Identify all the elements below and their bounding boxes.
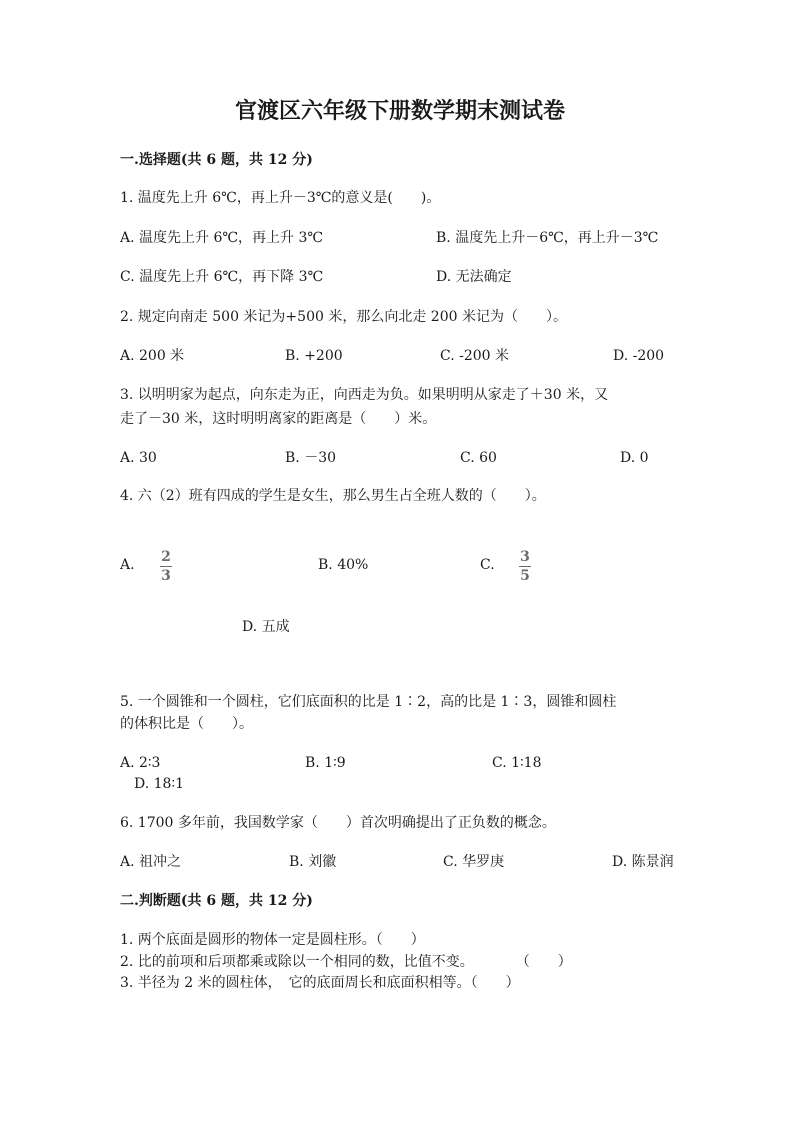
question-4-option-c-fraction xyxy=(519,550,531,583)
question-3-option-d: D. 0 xyxy=(620,450,649,466)
judgment-item-2: 2. 比的前项和后项都乘或除以一个相同的数，比值不变。 （ ） xyxy=(120,954,572,970)
question-3-stem-line-2: 走了－30 米，这时明明离家的距离是（ ）米。 xyxy=(120,411,437,427)
question-2-option-a: A. 200 米 xyxy=(120,348,185,364)
question-6-option-c: C. 华罗庚 xyxy=(443,854,505,870)
question-4-option-d: D. 五成 xyxy=(242,619,290,635)
question-2-stem-text: 2. 规定向南走 500 米记为+500 米，那么向北走 200 米记为（ ）。 xyxy=(120,309,567,325)
question-5-option-b: B. 1∶9 xyxy=(305,755,346,771)
page-title: 官渡区六年级下册数学期末测试卷 xyxy=(234,98,565,124)
judgment-item-3: 3. 半径为 2 米的圆柱体， 它的底面周长和底面积相等。（ ） xyxy=(120,975,520,991)
question-2-option-b: B. +200 xyxy=(285,348,343,364)
fraction-bar xyxy=(519,566,531,567)
question-1-stem: 1. 温度先上升 6℃，再上升－3℃的意义是( )。 xyxy=(120,190,441,206)
question-1-option-c: C. 温度先上升 6℃，再下降 3℃ xyxy=(120,269,324,285)
fraction-numerator: 3 xyxy=(520,549,530,565)
question-4-stem: 4. 六（2）班有四成的学生是女生，那么男生占全班人数的（ ）。 xyxy=(120,488,546,504)
question-1-option-b: B. 温度先上升－6℃，再上升－3℃ xyxy=(436,230,659,246)
question-5-option-d: D. 18∶1 xyxy=(134,776,184,792)
question-5-stem-line-1: 5. 一个圆锥和一个圆柱，它们底面积的比是 1∶2，高的比是 1∶3，圆锥和圆柱 xyxy=(120,694,617,710)
section-1-heading: 一.选择题(共 6 题，共 12 分) xyxy=(120,152,313,168)
question-3-option-b: B. －30 xyxy=(285,450,337,466)
fraction-bar xyxy=(160,566,172,567)
question-3-stem-line-1: 3. 以明明家为起点，向东走为正，向西走为负。如果明明从家走了＋30 米，又 xyxy=(120,387,609,403)
question-2-option-c: C. -200 米 xyxy=(440,348,510,364)
fraction-numerator: 2 xyxy=(161,549,171,565)
judgment-item-1: 1. 两个底面是圆形的物体一定是圆柱形。（ ） xyxy=(120,932,425,948)
question-4-option-a-label: A. xyxy=(120,557,135,573)
question-3-option-a: A. 30 xyxy=(120,450,157,466)
question-5-stem-line-2: 的体积比是（ ）。 xyxy=(120,716,253,732)
question-4-option-a-fraction xyxy=(160,550,172,583)
question-6-option-b: B. 刘徽 xyxy=(289,854,337,870)
section-2-heading: 二.判断题(共 6 题，共 12 分) xyxy=(120,893,313,909)
question-5-option-c: C. 1∶18 xyxy=(492,755,542,771)
question-2-option-d: D. -200 xyxy=(613,348,665,364)
fraction-denominator: 5 xyxy=(520,568,530,584)
question-1-option-d: D. 无法确定 xyxy=(436,269,512,285)
question-6-stem: 6. 1700 多年前，我国数学家（ ）首次明确提出了正负数的概念。 xyxy=(120,815,556,831)
question-6-option-a: A. 祖冲之 xyxy=(120,854,182,870)
question-3-option-c: C. 60 xyxy=(460,450,497,466)
fraction-denominator: 3 xyxy=(161,568,171,584)
question-6-option-d: D. 陈景润 xyxy=(612,854,674,870)
question-5-option-a: A. 2∶3 xyxy=(120,755,161,771)
question-4-option-c-label: C. xyxy=(480,557,495,573)
question-4-option-b: B. 40% xyxy=(318,557,369,573)
question-1-option-a: A. 温度先上升 6℃，再上升 3℃ xyxy=(120,230,324,246)
